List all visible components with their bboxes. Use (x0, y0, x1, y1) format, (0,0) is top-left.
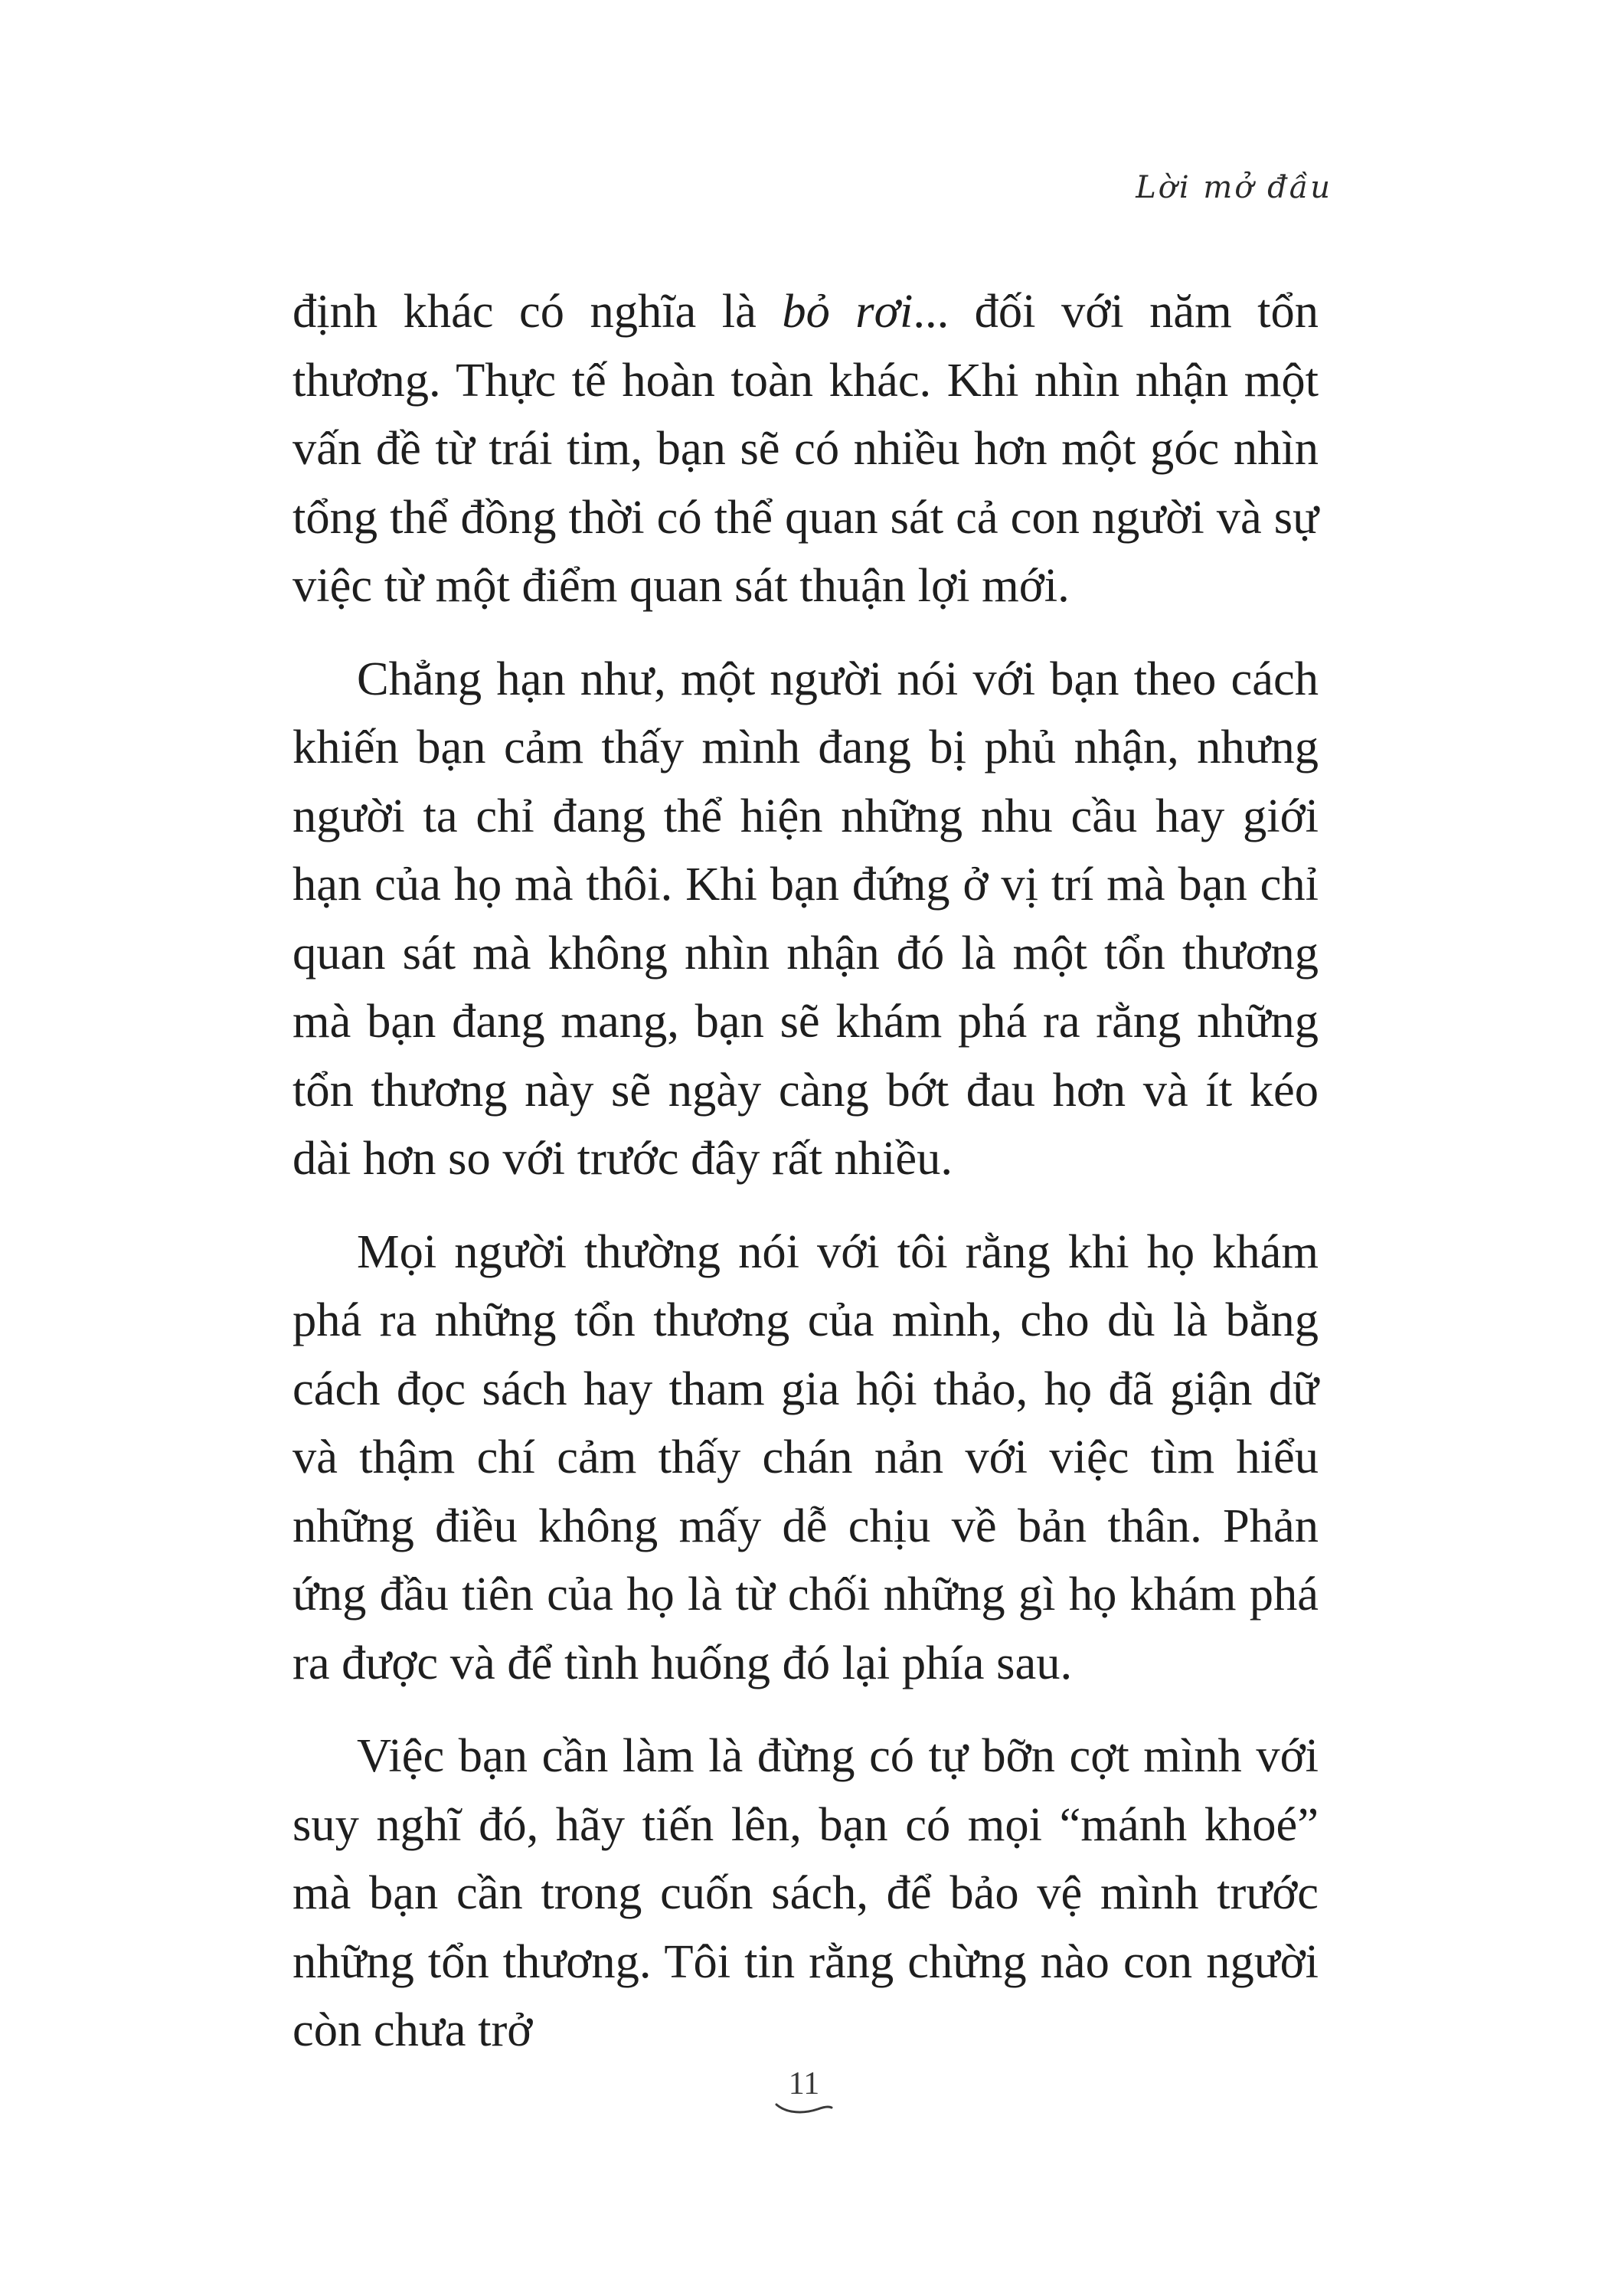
body-text (293, 277, 1319, 2089)
page-number: 11 (788, 2066, 820, 2101)
paragraph-1-start: định khác có nghĩa là (293, 284, 783, 338)
paragraph-1 (293, 277, 1319, 620)
paragraph-3: Mọi người thường nói với tôi rằng khi họ khám phá ra những tổn thương của mình, cho dù là bằng cách đọc sách hay tham gia hội thảo, họ đã giận dữ và thậm chí cảm thấy chán nản với việc tìm hiểu những điều không mấy dễ chịu về bản thân. Phản ứng đầu tiên của họ là từ chối những gì họ khám phá ra được và để tình huống đó lại phía sau. (293, 1224, 1319, 1689)
swash-ornament-icon (773, 2101, 835, 2115)
page-footer (0, 2068, 1608, 2115)
paragraph-4: Việc bạn cần làm là đừng có tự bỡn cợt mình với suy nghĩ đó, hãy tiến lên, bạn có mọi “mánh khoé” mà bạn cần trong cuốn sách, để bảo vệ mình trước những tổn thương. Tôi tin rằng chừng nào con người còn chưa trở (293, 1729, 1319, 2056)
italic-term: bỏ rơi (782, 284, 913, 338)
running-header: Lời mở đầu (1136, 170, 1332, 205)
paragraph-2: Chẳng hạn như, một người nói với bạn theo cách khiến bạn cảm thấy mình đang bị phủ nhận, nhưng người ta chỉ đang thể hiện những nhu cầu hay giới hạn của họ mà thôi. Khi bạn đứng ở vị trí mà bạn chỉ quan sát mà không nhìn nhận đó là một tổn thương mà bạn đang mang, bạn sẽ khám phá ra rằng những tổn thương này sẽ ngày càng bớt đau hơn và ít kéo dài hơn so với trước đây rất nhiều. (293, 651, 1319, 1185)
paragraph-1-rest: ... đối với năm tổn thương. Thực tế hoàn toàn khác. Khi nhìn nhận một vấn đề từ trái tim, bạn sẽ có nhiều hơn một góc nhìn tổng thể đồng thời có thể quan sát cả con người và sự việc từ một điểm quan sát thuận lợi mới. (293, 284, 1319, 612)
